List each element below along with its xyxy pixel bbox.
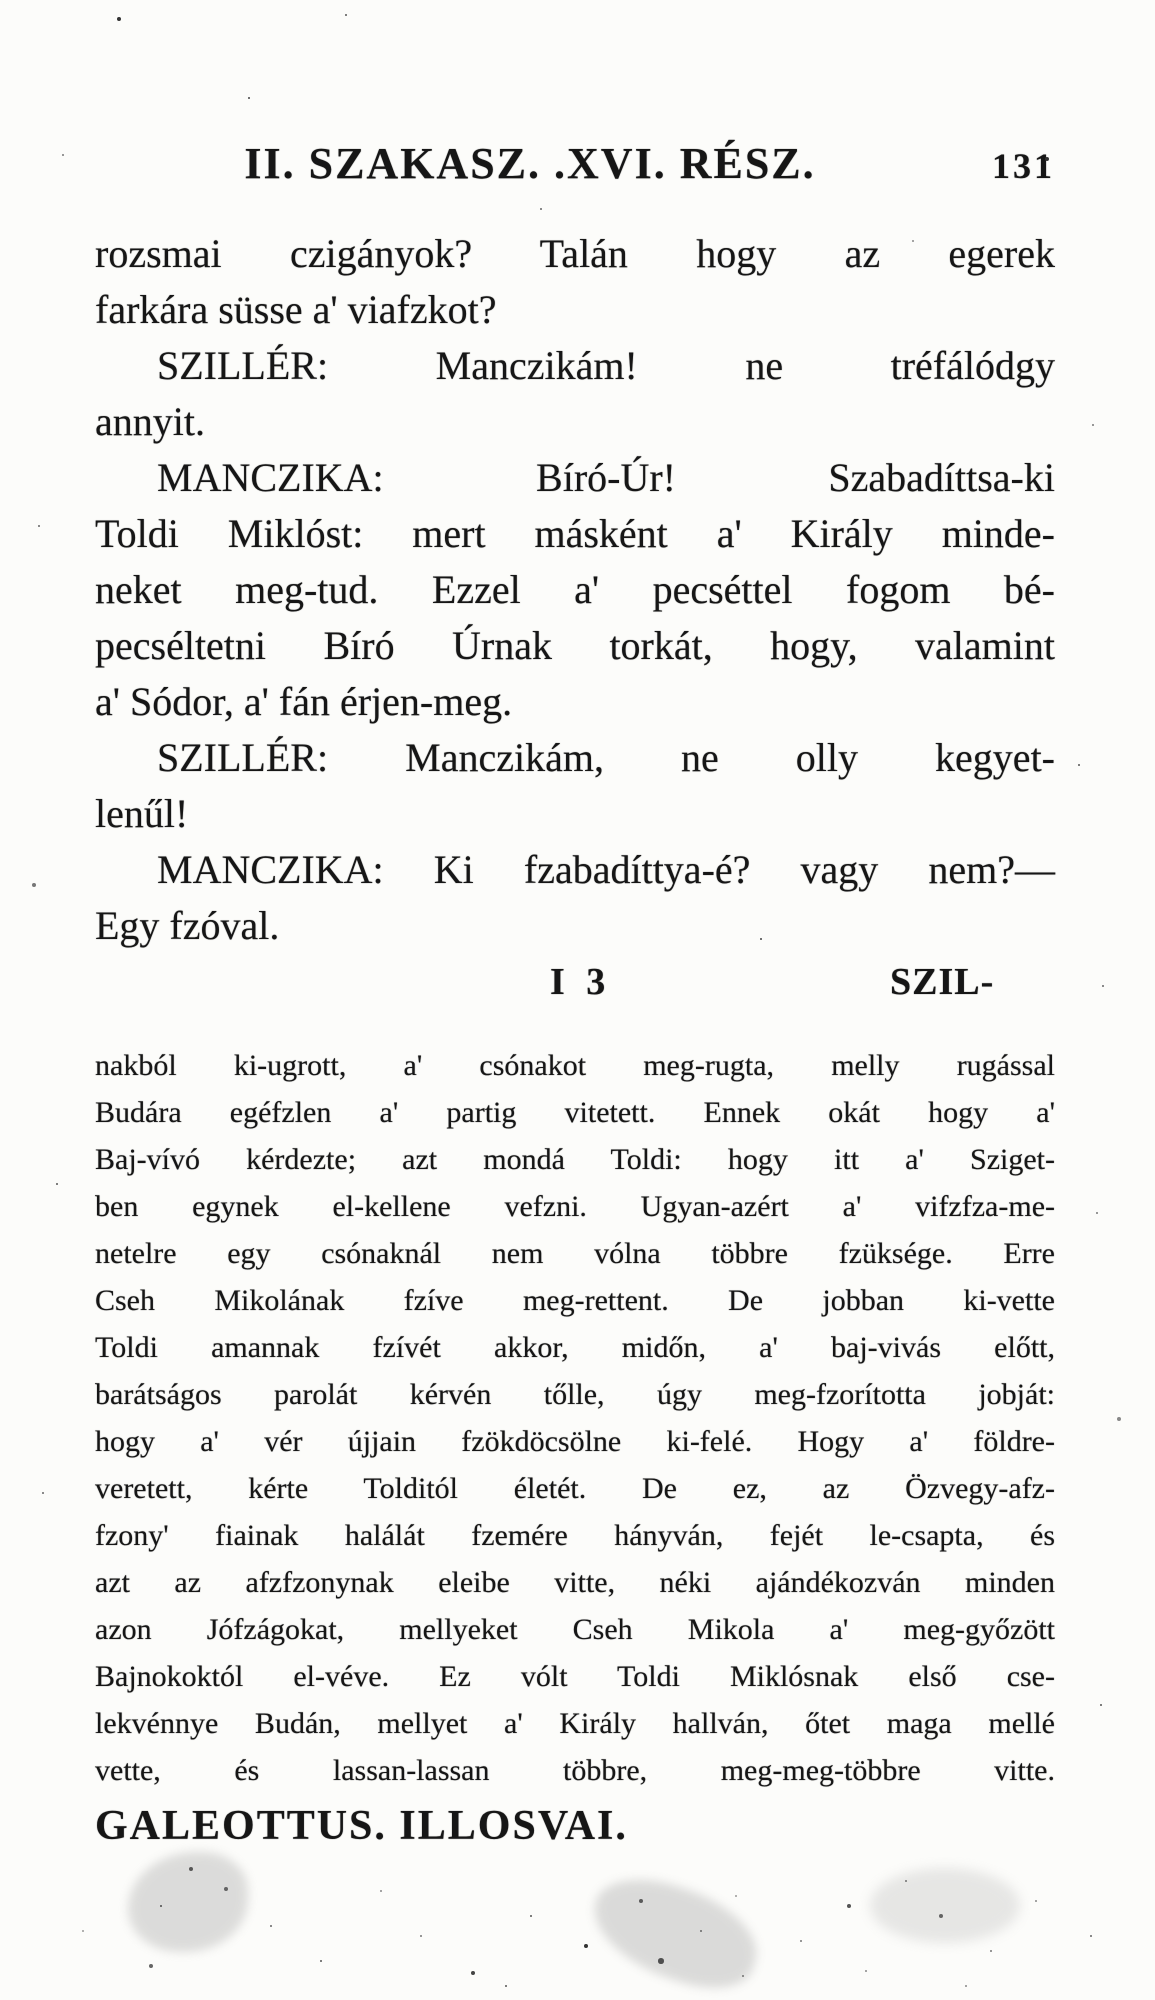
dialogue-line: pecséltetni Bíró Úrnak torkát, hogy, valamint [95, 623, 1055, 668]
catchword: SZIL- [890, 961, 995, 1003]
dialogue-line: annyit. [95, 399, 205, 444]
scan-smudge [580, 1864, 769, 2000]
dialogue-line: rozsmai czigányok? Talán hogy az egerek [95, 231, 1055, 276]
footnote-line: azon Jófzágokat, mellyeket Cseh Mikola a' meg-győzött [95, 1613, 1055, 1646]
dialogue-line: MANCZIKA: Ki fzabadíttya-é? vagy nem?— [157, 847, 1055, 892]
footnote-line: netelre egy csónaknál nem vólna többre fzüksége. Erre [95, 1237, 1055, 1270]
footnote-line: ben egynek el-kellene vefzni. Ugyan-azért a' vifzfza-me- [95, 1190, 1055, 1223]
footnote-line: Cseh Mikolának fzíve meg-rettent. De jobban ki-vette [95, 1284, 1055, 1317]
dialogue-line: MANCZIKA: Bíró-Úr! Szabadíttsa-ki [157, 455, 1055, 500]
dialogue-line: a' Sódor, a' fán érjen-meg. [95, 679, 513, 724]
page-number: 131 [992, 146, 1055, 186]
footnote-line: fzony' fiainak halálát fzemére hányván, fejét le-csapta, és [95, 1519, 1055, 1552]
dialogue-line: farkára süsse a' viafzkot? [95, 287, 497, 332]
footnote-line: Budára egéfzlen a' partig vitetett. Ennek okát hogy a' [95, 1096, 1055, 1129]
source-citation: GALEOTTUS. ILLOSVAI. [95, 1803, 628, 1849]
footnote-line: vette, és lassan-lassan többre, meg-meg-többre vitte. [95, 1754, 1055, 1787]
footnote-line: barátságos parolát kérvén tőlle, úgy meg-fzorította jobját: [95, 1378, 1055, 1411]
section-heading: II. SZAKASZ. .XVI. RÉSZ. [244, 139, 816, 188]
dialogue-text [95, 226, 1055, 954]
footnote-line: veretett, kérte Tolditól életét. De ez, az Özvegy-afz- [95, 1472, 1055, 1505]
scan-noise-specks [0, 0, 2, 2]
page-content [95, 138, 1055, 1852]
footnote-line: nakból ki-ugrott, a' csónakot meg-rugta, melly rugással [95, 1049, 1055, 1082]
footnote-line: azt az afzfzonynak eleibe vitte, néki ajándékozván minden [95, 1566, 1055, 1599]
dialogue-line: Toldi Miklóst: mert másként a' Király minde- [95, 511, 1055, 556]
scan-smudge [128, 1852, 248, 1952]
footnote-line: Bajnokoktól el-véve. Ez vólt Toldi Miklósnak első cse- [95, 1660, 1055, 1693]
dialogue-line: neket meg-tud. Ezzel a' pecséttel fogom bé- [95, 567, 1055, 612]
running-header [95, 138, 1055, 196]
gathering-signature: I 3 [550, 961, 612, 1003]
dialogue-line: lenűl! [95, 791, 189, 836]
scan-smudge [870, 1868, 1020, 1943]
footnote-text [95, 1042, 1055, 1852]
dialogue-line: Egy fzóval. [95, 903, 280, 948]
footnote-line: hogy a' vér újjain fzökdöcsölne ki-felé. Hogy a' földre- [95, 1425, 1055, 1458]
signature-row [95, 960, 1055, 1016]
footnote-line: Toldi amannak fzívét akkor, midőn, a' baj-vivás előtt, [95, 1331, 1055, 1364]
footnote-line: Baj-vívó kérdezte; azt mondá Toldi: hogy itt a' Sziget- [95, 1143, 1055, 1176]
dialogue-line: SZILLÉR: Manczikám, ne olly kegyet- [157, 735, 1055, 780]
dialogue-line: SZILLÉR: Manczikám! ne tréfálódgy [157, 343, 1055, 388]
footnote-line: lekvénnye Budán, mellyet a' Király hallván, őtet maga mellé [95, 1707, 1055, 1740]
